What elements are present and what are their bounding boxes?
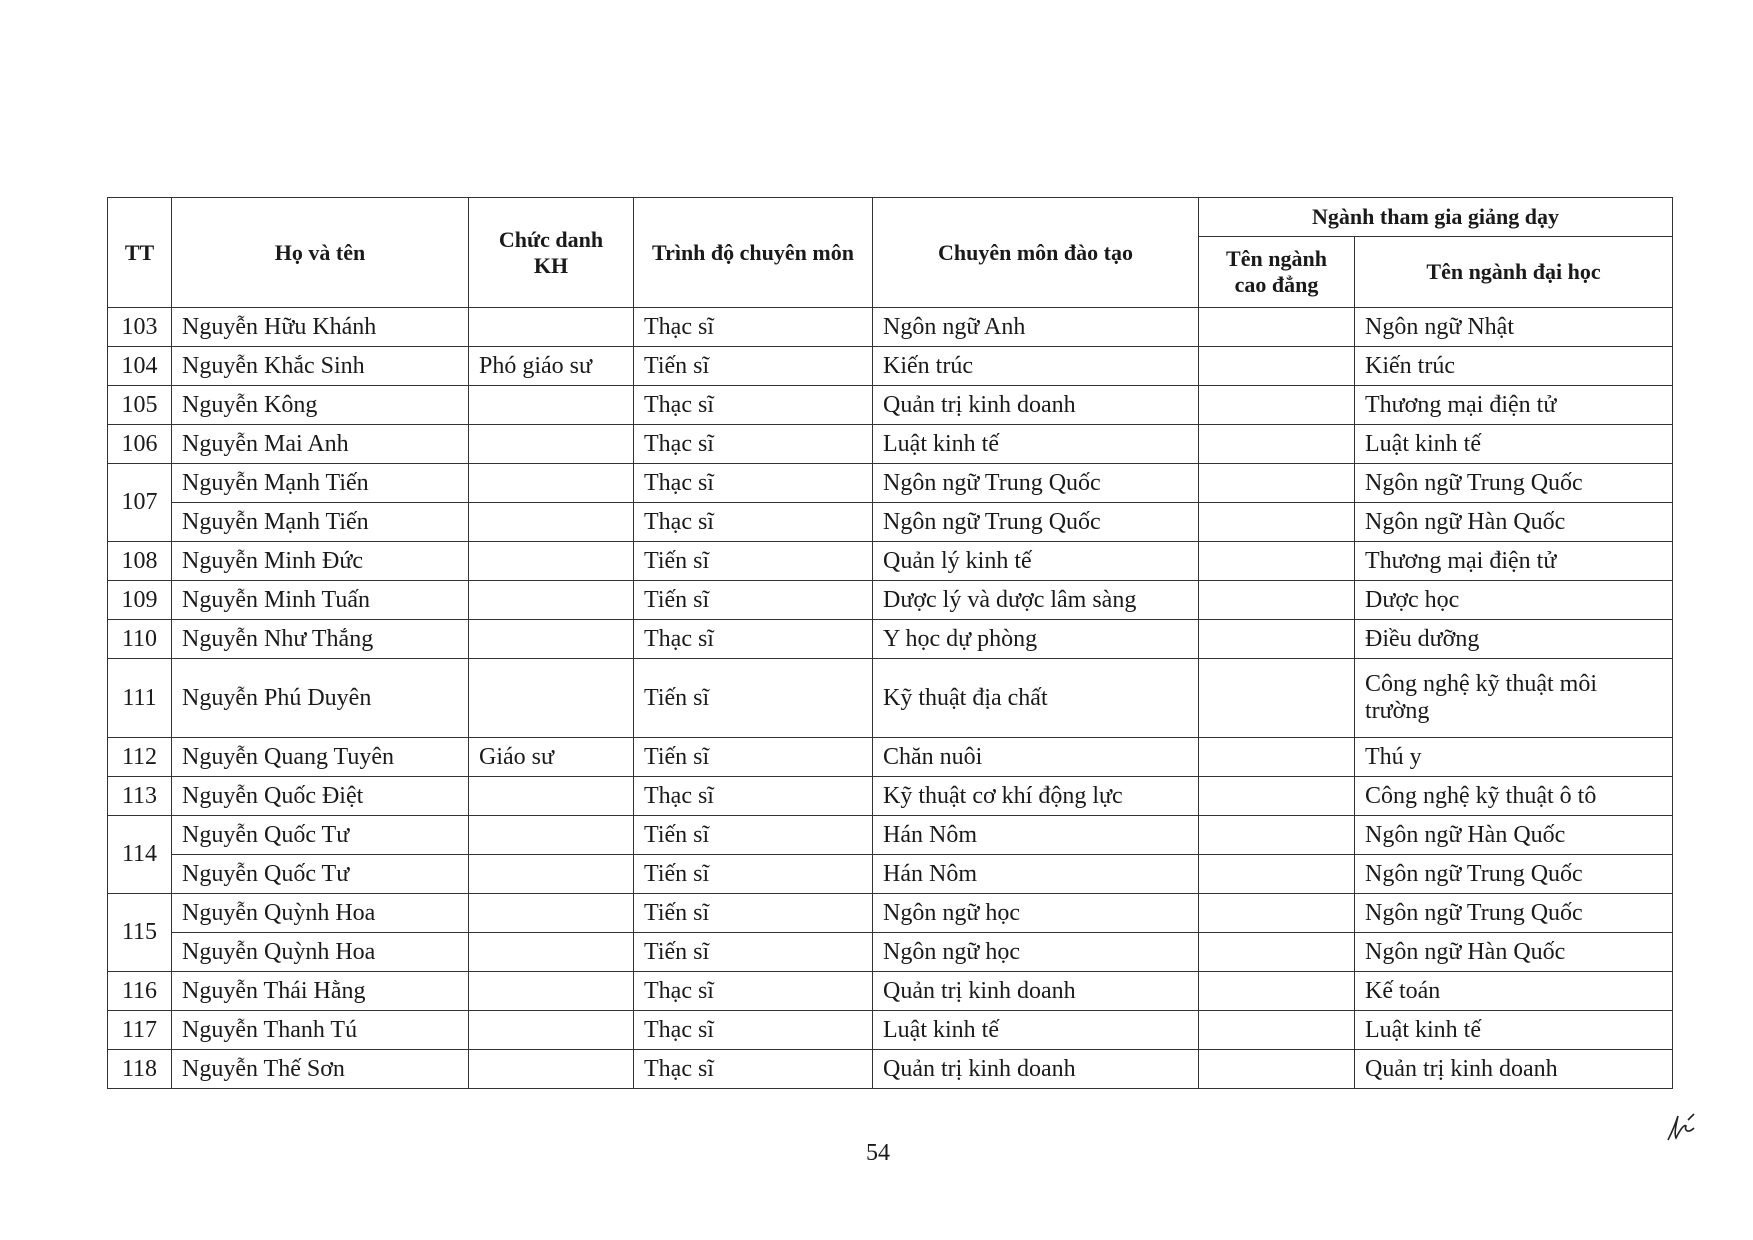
cell-title — [469, 1050, 634, 1089]
cell-specialty: Quản trị kinh doanh — [873, 386, 1199, 425]
cell-university: Ngôn ngữ Trung Quốc — [1355, 855, 1673, 894]
cell-title — [469, 855, 634, 894]
cell-title: Phó giáo sư — [469, 347, 634, 386]
cell-title — [469, 933, 634, 972]
cell-degree: Tiến sĩ — [634, 659, 873, 738]
table-row — [108, 620, 1673, 659]
cell-specialty: Ngôn ngữ học — [873, 933, 1199, 972]
cell-university: Ngôn ngữ Nhật — [1355, 308, 1673, 347]
table-row — [108, 777, 1673, 816]
cell-degree: Thạc sĩ — [634, 1011, 873, 1050]
table-row — [108, 425, 1673, 464]
table-row — [108, 503, 1673, 542]
cell-degree: Tiến sĩ — [634, 542, 873, 581]
table-row — [108, 464, 1673, 503]
cell-tt: 107 — [108, 464, 172, 542]
table-row — [108, 542, 1673, 581]
cell-college — [1199, 542, 1355, 581]
cell-college — [1199, 933, 1355, 972]
signature-icon — [1664, 1112, 1700, 1144]
cell-university: Điều dưỡng — [1355, 620, 1673, 659]
cell-college — [1199, 464, 1355, 503]
cell-college — [1199, 308, 1355, 347]
cell-title — [469, 386, 634, 425]
cell-title — [469, 425, 634, 464]
table-row — [108, 894, 1673, 933]
cell-tt: 117 — [108, 1011, 172, 1050]
cell-specialty: Quản trị kinh doanh — [873, 1050, 1199, 1089]
cell-college — [1199, 347, 1355, 386]
cell-specialty: Ngôn ngữ Trung Quốc — [873, 503, 1199, 542]
cell-title — [469, 777, 634, 816]
header-group: Ngành tham gia giảng dạy — [1199, 198, 1673, 237]
cell-degree: Tiến sĩ — [634, 933, 873, 972]
cell-degree: Thạc sĩ — [634, 620, 873, 659]
table-row — [108, 816, 1673, 855]
cell-university: Kế toán — [1355, 972, 1673, 1011]
staff-table — [107, 197, 1673, 1089]
cell-specialty: Quản trị kinh doanh — [873, 972, 1199, 1011]
cell-specialty: Luật kinh tế — [873, 1011, 1199, 1050]
cell-specialty: Kiến trúc — [873, 347, 1199, 386]
cell-specialty: Kỹ thuật địa chất — [873, 659, 1199, 738]
cell-name: Nguyễn Mạnh Tiến — [172, 464, 469, 503]
cell-title — [469, 581, 634, 620]
cell-name: Nguyễn Quốc Tư — [172, 816, 469, 855]
cell-title — [469, 464, 634, 503]
table-row — [108, 581, 1673, 620]
cell-degree: Tiến sĩ — [634, 581, 873, 620]
cell-university: Ngôn ngữ Trung Quốc — [1355, 894, 1673, 933]
cell-university: Dược học — [1355, 581, 1673, 620]
cell-tt: 114 — [108, 816, 172, 894]
cell-college — [1199, 581, 1355, 620]
header-degree: Trình độ chuyên môn — [634, 198, 873, 308]
cell-name: Nguyễn Mai Anh — [172, 425, 469, 464]
page-number: 54 — [866, 1140, 890, 1166]
table-row — [108, 933, 1673, 972]
header-title: Chức danh KH — [469, 198, 634, 308]
cell-title — [469, 816, 634, 855]
cell-college — [1199, 1050, 1355, 1089]
cell-tt: 113 — [108, 777, 172, 816]
table-row — [108, 308, 1673, 347]
cell-specialty: Hán Nôm — [873, 855, 1199, 894]
cell-college — [1199, 659, 1355, 738]
header-university: Tên ngành đại học — [1355, 237, 1673, 308]
table-row — [108, 1011, 1673, 1050]
cell-degree: Thạc sĩ — [634, 386, 873, 425]
cell-college — [1199, 816, 1355, 855]
cell-name: Nguyễn Phú Duyên — [172, 659, 469, 738]
cell-tt: 111 — [108, 659, 172, 738]
cell-university: Ngôn ngữ Hàn Quốc — [1355, 816, 1673, 855]
table-row — [108, 386, 1673, 425]
cell-tt: 115 — [108, 894, 172, 972]
cell-degree: Thạc sĩ — [634, 972, 873, 1011]
cell-college — [1199, 738, 1355, 777]
cell-college — [1199, 855, 1355, 894]
cell-name: Nguyễn Minh Đức — [172, 542, 469, 581]
cell-degree: Tiến sĩ — [634, 738, 873, 777]
cell-title — [469, 1011, 634, 1050]
cell-tt: 110 — [108, 620, 172, 659]
cell-degree: Tiến sĩ — [634, 855, 873, 894]
table-row — [108, 972, 1673, 1011]
cell-tt: 103 — [108, 308, 172, 347]
cell-degree: Thạc sĩ — [634, 777, 873, 816]
cell-university: Công nghệ kỹ thuật ô tô — [1355, 777, 1673, 816]
header-specialty: Chuyên môn đào tạo — [873, 198, 1199, 308]
header-college: Tên ngành cao đẳng — [1199, 237, 1355, 308]
cell-title — [469, 308, 634, 347]
cell-college — [1199, 972, 1355, 1011]
cell-tt: 106 — [108, 425, 172, 464]
cell-university: Thương mại điện tử — [1355, 542, 1673, 581]
cell-title — [469, 659, 634, 738]
cell-title: Giáo sư — [469, 738, 634, 777]
cell-degree: Tiến sĩ — [634, 816, 873, 855]
cell-university: Kiến trúc — [1355, 347, 1673, 386]
cell-name: Nguyễn Quang Tuyên — [172, 738, 469, 777]
cell-title — [469, 972, 634, 1011]
cell-college — [1199, 894, 1355, 933]
cell-tt: 112 — [108, 738, 172, 777]
cell-name: Nguyễn Khắc Sinh — [172, 347, 469, 386]
cell-university: Công nghệ kỹ thuật môi trường — [1355, 659, 1673, 738]
cell-college — [1199, 620, 1355, 659]
cell-name: Nguyễn Thái Hằng — [172, 972, 469, 1011]
cell-college — [1199, 777, 1355, 816]
cell-degree: Thạc sĩ — [634, 464, 873, 503]
cell-tt: 108 — [108, 542, 172, 581]
table-row — [108, 347, 1673, 386]
cell-college — [1199, 503, 1355, 542]
cell-specialty: Luật kinh tế — [873, 425, 1199, 464]
cell-tt: 104 — [108, 347, 172, 386]
cell-specialty: Ngôn ngữ Trung Quốc — [873, 464, 1199, 503]
cell-name: Nguyễn Minh Tuấn — [172, 581, 469, 620]
cell-name: Nguyễn Quốc Điệt — [172, 777, 469, 816]
cell-degree: Thạc sĩ — [634, 503, 873, 542]
cell-degree: Thạc sĩ — [634, 425, 873, 464]
cell-college — [1199, 1011, 1355, 1050]
cell-university: Thương mại điện tử — [1355, 386, 1673, 425]
cell-university: Ngôn ngữ Trung Quốc — [1355, 464, 1673, 503]
cell-name: Nguyễn Mạnh Tiến — [172, 503, 469, 542]
cell-specialty: Ngôn ngữ học — [873, 894, 1199, 933]
cell-degree: Thạc sĩ — [634, 308, 873, 347]
cell-university: Luật kinh tế — [1355, 425, 1673, 464]
cell-specialty: Chăn nuôi — [873, 738, 1199, 777]
cell-name: Nguyễn Quỳnh Hoa — [172, 894, 469, 933]
cell-title — [469, 620, 634, 659]
cell-specialty: Dược lý và dược lâm sàng — [873, 581, 1199, 620]
cell-tt: 109 — [108, 581, 172, 620]
cell-degree: Tiến sĩ — [634, 347, 873, 386]
cell-name: Nguyễn Thanh Tú — [172, 1011, 469, 1050]
cell-specialty: Kỹ thuật cơ khí động lực — [873, 777, 1199, 816]
header-tt: TT — [108, 198, 172, 308]
cell-college — [1199, 386, 1355, 425]
cell-title — [469, 894, 634, 933]
cell-title — [469, 503, 634, 542]
table-row — [108, 1050, 1673, 1089]
cell-name: Nguyễn Hữu Khánh — [172, 308, 469, 347]
cell-name: Nguyễn Quốc Tư — [172, 855, 469, 894]
cell-title — [469, 542, 634, 581]
table-row — [108, 659, 1673, 738]
cell-specialty: Y học dự phòng — [873, 620, 1199, 659]
cell-name: Nguyễn Thế Sơn — [172, 1050, 469, 1089]
cell-university: Quản trị kinh doanh — [1355, 1050, 1673, 1089]
cell-name: Nguyễn Kông — [172, 386, 469, 425]
table-row — [108, 855, 1673, 894]
cell-tt: 105 — [108, 386, 172, 425]
cell-name: Nguyễn Quỳnh Hoa — [172, 933, 469, 972]
cell-specialty: Quản lý kinh tế — [873, 542, 1199, 581]
cell-tt: 118 — [108, 1050, 172, 1089]
cell-degree: Thạc sĩ — [634, 1050, 873, 1089]
table-row — [108, 738, 1673, 777]
cell-specialty: Hán Nôm — [873, 816, 1199, 855]
cell-name: Nguyễn Như Thắng — [172, 620, 469, 659]
cell-university: Ngôn ngữ Hàn Quốc — [1355, 933, 1673, 972]
cell-specialty: Ngôn ngữ Anh — [873, 308, 1199, 347]
cell-university: Ngôn ngữ Hàn Quốc — [1355, 503, 1673, 542]
header-name: Họ và tên — [172, 198, 469, 308]
cell-university: Thú y — [1355, 738, 1673, 777]
cell-degree: Tiến sĩ — [634, 894, 873, 933]
cell-college — [1199, 425, 1355, 464]
cell-university: Luật kinh tế — [1355, 1011, 1673, 1050]
cell-tt: 116 — [108, 972, 172, 1011]
